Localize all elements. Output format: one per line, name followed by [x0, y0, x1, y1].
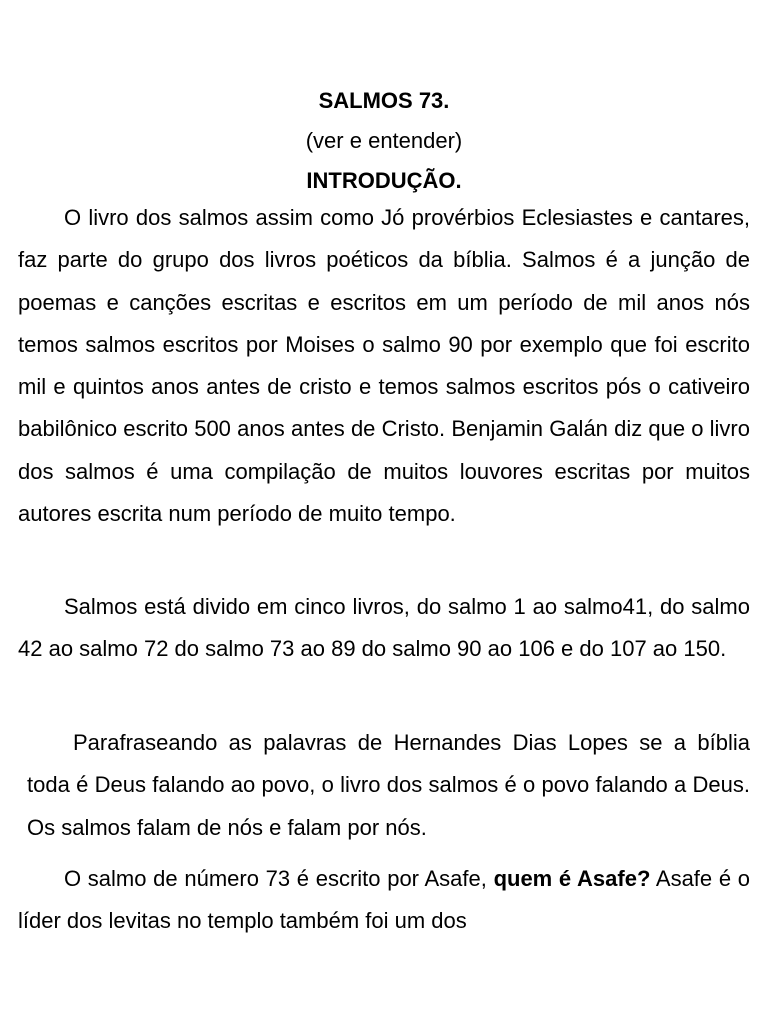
paragraph-4-end: Asafe é o líder dos levitas no templo também foi um dos	[18, 866, 751, 934]
paragraph-4	[18, 858, 750, 943]
paragraph-1: O livro dos salmos assim como Jó provérbios Eclesiastes e cantares, faz parte do grupo dos livros poéticos da bíblia. Salmos é a junção de poemas e canções escritas e escritos em um período de mil anos nós temos salmos escritos por Moises o salmo 90 por exemplo que foi escrito mil e quintos anos antes de cristo e temos salmos escritos pós o cativeiro babilônico escrito 500 anos antes de Cristo. Benjamin Galán diz que o livro dos salmos é uma compilação de muitos louvores escritas por muitos autores escrita num período de muito tempo.	[18, 205, 750, 527]
paragraph-3: Parafraseando as palavras de Hernandes Dias Lopes se a bíblia toda é Deus falando ao povo, o livro dos salmos é o povo falando a Deus. Os salmos falam de nós e falam por nós.	[27, 730, 750, 840]
document-subtitle: (ver e entender)	[305, 128, 463, 153]
paragraph-4-bold-question: quem é Asafe?	[493, 866, 651, 891]
document-title: SALMOS 73.	[318, 88, 450, 113]
paragraph-4-start: O salmo de número 73 é escrito por Asafe,	[64, 866, 487, 891]
section-heading-introduction: INTRODUÇÃO.	[306, 168, 462, 193]
paragraph-2: Salmos está divido em cinco livros, do salmo 1 ao salmo41, do salmo 42 ao salmo 72 do salmo 73 ao 89 do salmo 90 ao 106 e do 107 ao 150.	[18, 594, 750, 662]
